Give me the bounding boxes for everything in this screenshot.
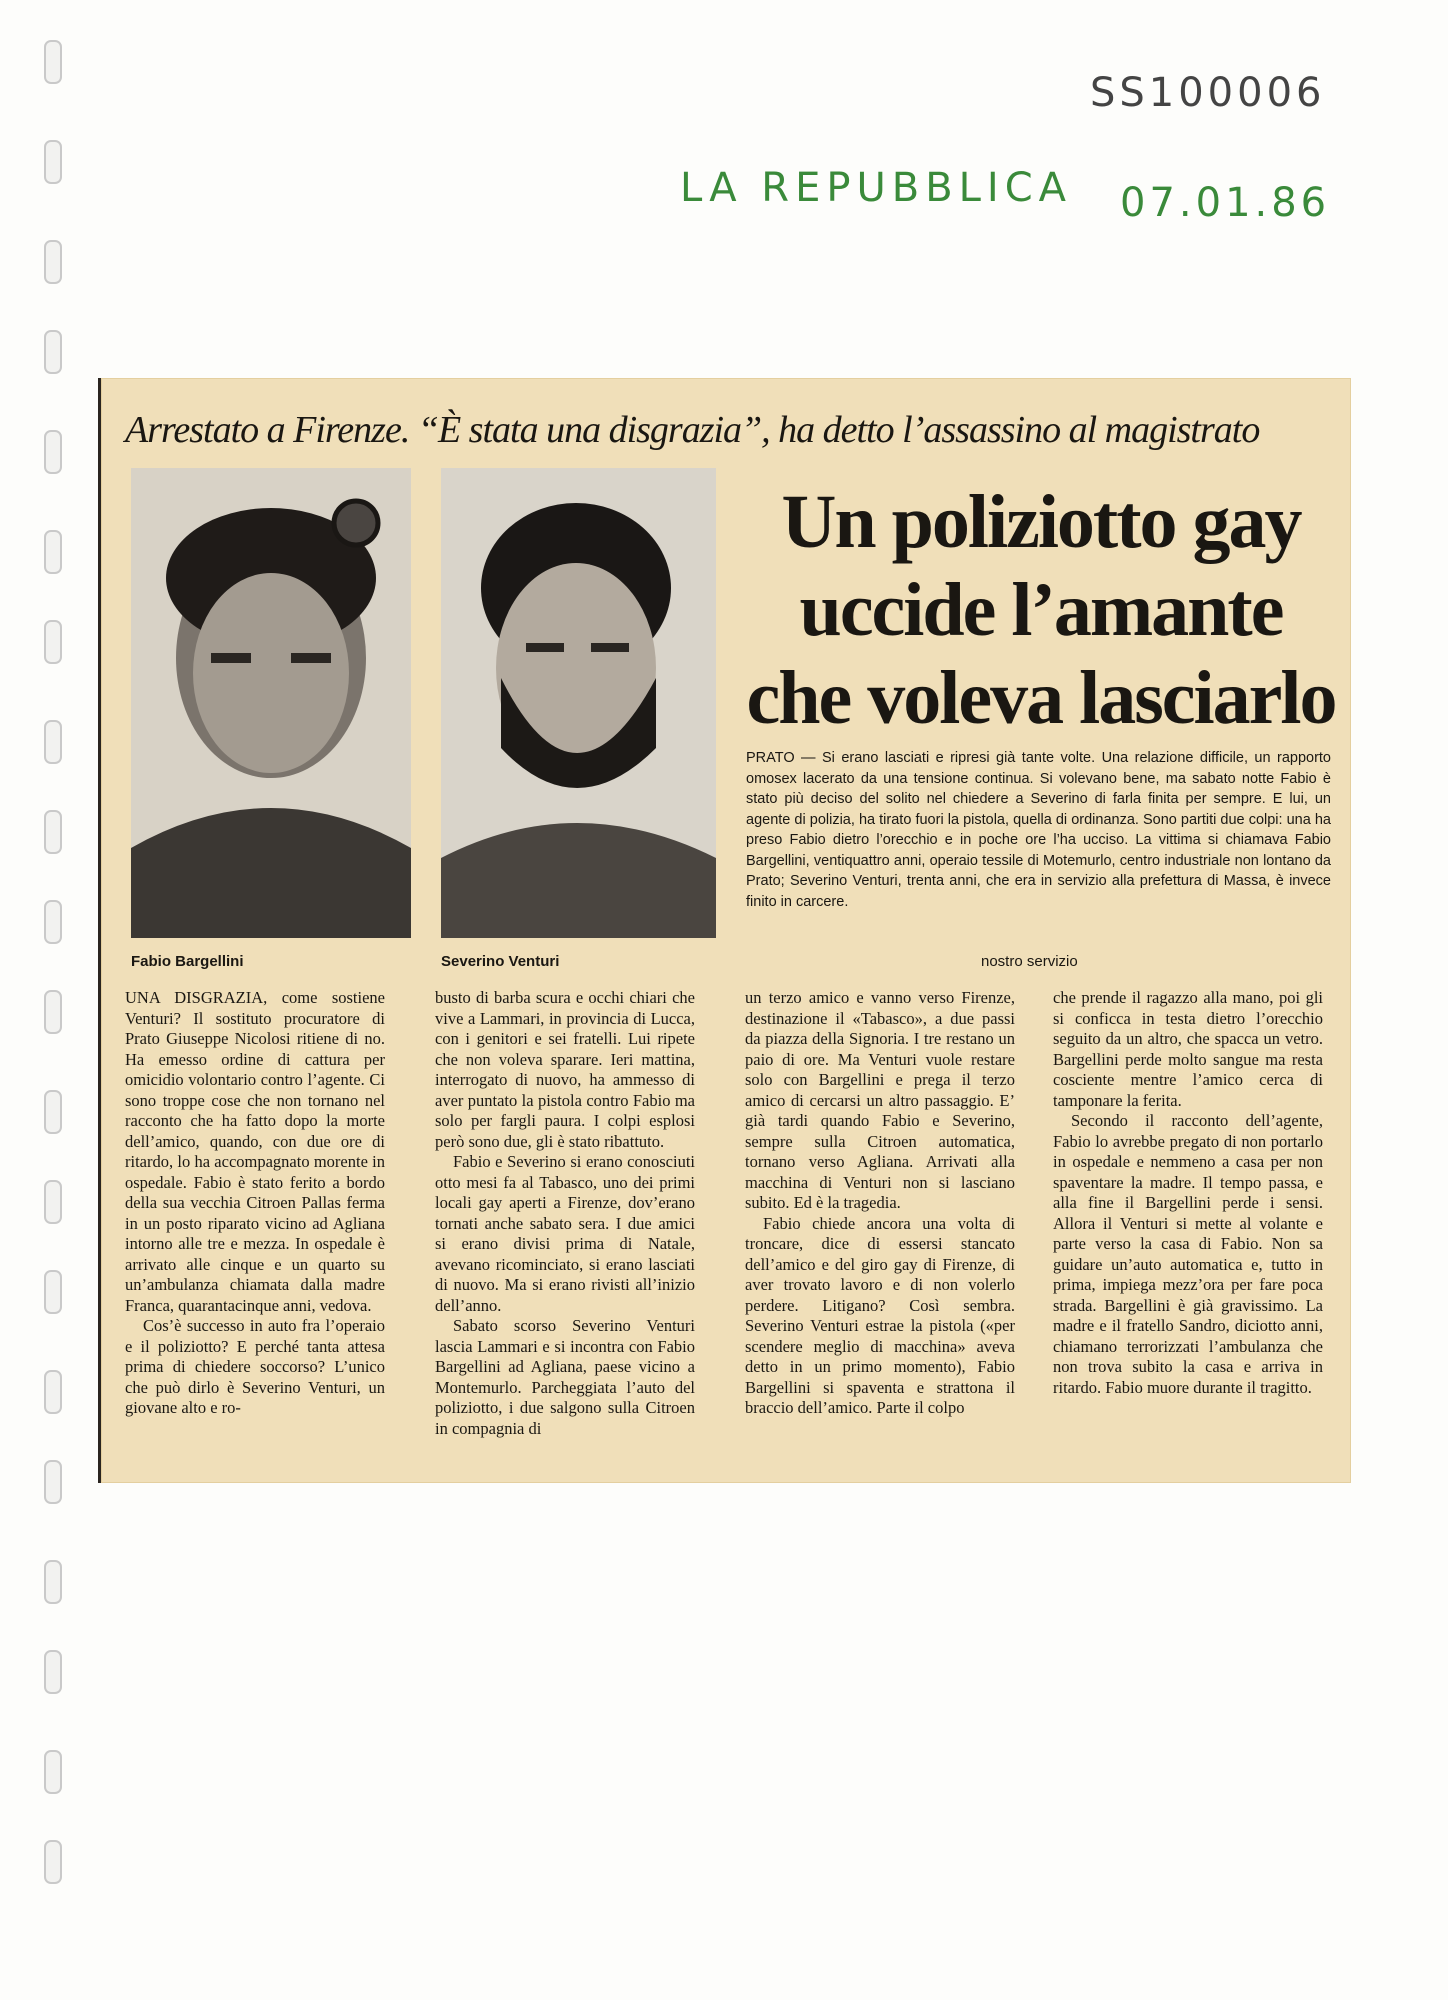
binder-hole xyxy=(44,1840,62,1884)
binder-hole xyxy=(44,1270,62,1314)
binder-hole xyxy=(44,990,62,1034)
paragraph: che prende il ragazzo alla mano, poi gli si conficca in testa dietro l’orecchio seguito da un altro, che spacca un vetro. Bargellini perde molto sangue ma resta cosciente mentre l’amico cerca di tamponare la ferita. xyxy=(1053,988,1323,1110)
binder-hole xyxy=(44,1650,62,1694)
article-column xyxy=(1053,988,1323,1398)
binder-hole xyxy=(44,1560,62,1604)
binder-hole xyxy=(44,620,62,664)
binder-hole xyxy=(44,1090,62,1134)
paragraph: Fabio e Severino si erano conosciuti otto mesi fa al Tabasco, uno dei primi locali gay aperti a Firenze, dov’erano tornati anche sabato sera. I due amici si erano divisi prima di Natale, avevano ricominciato, si erano lasciati di nuovo. Ma si erano rivisti all’inizio dell’anno. xyxy=(435,1152,695,1315)
newspaper-clipping xyxy=(98,378,1351,1483)
article-column xyxy=(745,988,1015,1419)
paragraph: UNA DISGRAZIA, come sostiene Venturi? Il sostituto procuratore di Prato Giuseppe Nicolosi ritiene di no. Ha emesso ordine di cattura per omicidio volontario contro l’agente. Ci sono troppe cose che non tornano nel racconto che ha fatto dopo la morte dell’amico, quando, con due ore di ritardo, lo ha accompagnato morente in ospedale. Fabio è stato ferito a bordo della sua vecchia Citroen Pallas ferma in un posto riparato vicino ad Agliana intorno alle tre e mezza. In ospedale è arrivato alle cinque e un quarto su un’ambulanza chiamata dalla madre Franca, quarantacinque anni, vedova. xyxy=(125,988,385,1315)
binder-hole xyxy=(44,1750,62,1794)
byline: nostro servizio xyxy=(981,953,1078,970)
paragraph: Cos’è successo in auto fra l’operaio e il poliziotto? E perché tanta attesa prima di chiedere soccorso? L’unico che può dirlo è Severino Venturi, un giovane alto e ro- xyxy=(125,1316,385,1417)
photo-severino-venturi xyxy=(441,468,716,938)
binder-hole xyxy=(44,1180,62,1224)
source-annotation: LA REPUBBLICA xyxy=(680,165,1073,211)
binder-hole xyxy=(44,40,62,84)
paragraph: Fabio chiede ancora una volta di troncare, dice di essersi stancato dell’amico e del giro gay di Firenze, di aver trovato lavoro e di non volerlo perdere. Litigano? Così sembra. Severino Venturi estrae la pistola («per scendere meglio di macchina» aveva detto in un primo momento), Fabio Bargellini si spaventa e strattona il braccio dell’amico. Parte il colpo xyxy=(745,1213,1015,1417)
binder-hole xyxy=(44,1370,62,1414)
binder-hole xyxy=(44,330,62,374)
binder-hole xyxy=(44,720,62,764)
binder-hole xyxy=(44,900,62,944)
photo-caption: Severino Venturi xyxy=(441,953,560,970)
paragraph: busto di barba scura e occhi chiari che vive a Lammari, in provincia di Lucca, con i genitori e sei fratelli. Lui ripete che non voleva sparare. Ieri mattina, interrogato di nuovo, ha ammesso di aver puntato la pistola contro Fabio ma solo per fargli paura. I colpi esplosi però sono due, gli è stato ribattuto. xyxy=(435,988,695,1151)
photo-fabio-bargellini xyxy=(131,468,411,938)
date-annotation: 07.01.86 xyxy=(1120,180,1331,226)
kicker: Arrestato a Firenze. “È stata una disgrazia”, ha detto l’assassino al magistrato xyxy=(125,409,1260,451)
binder-hole xyxy=(44,810,62,854)
binder-hole xyxy=(44,1460,62,1504)
article-column xyxy=(125,988,385,1419)
headline-line: uccide l’amante xyxy=(799,568,1283,652)
paragraph: Sabato scorso Severino Venturi lascia Lammari e si incontra con Fabio Bargellini ad Agliana, paese vicino a Montemurlo. Parcheggiata l’auto del poliziotto, i due salgono sulla Citroen in compagnia di xyxy=(435,1316,695,1438)
binder-hole xyxy=(44,140,62,184)
binder-hole xyxy=(44,530,62,574)
paragraph: un terzo amico e vanno verso Firenze, destinazione il «Tabasco», a due passi da piazza della Signoria. I tre restano un paio di ore. Ma Venturi vuole restare solo con Bargellini e prega il terzo amico di cercarsi un altro passaggio. E’ già tardi quando Fabio e Severino, sempre sulla Citroen automatica, tornano verso Agliana. Arrivati alla macchina di Venturi non si lasciano subito. Ed è la tragedia. xyxy=(745,988,1015,1212)
headline-line: Un poliziotto gay xyxy=(781,480,1301,564)
article-column xyxy=(435,988,695,1439)
archive-code: SS100006 xyxy=(1090,70,1326,116)
photo-caption: Fabio Bargellini xyxy=(131,953,244,970)
lede-paragraph: PRATO — Si erano lasciati e ripresi già tante volte. Una relazione difficile, un rapporto omosex lacerato da una tensione continua. Si volevano bene, ma sabato notte Fabio è stato più deciso del solito nel chiedere a Severino di farla finita per sempre. E lui, un agente di polizia, ha tirato fuori la pistola, quella di ordinanza. Sono partiti due colpi: una ha preso Fabio dietro l’orecchio e in poche ore l’ha ucciso. La vittima si chiamava Fabio Bargellini, ventiquattro anni, operaio tessile di Motemurlo, centro industriale non lontano da Prato; Severino Venturi, trenta anni, che era in servizio alla prefettura di Massa, è invece finito in carcere. xyxy=(746,750,1331,910)
binder-hole xyxy=(44,240,62,284)
binder-hole xyxy=(44,430,62,474)
headline xyxy=(741,478,1341,742)
paragraph: Secondo il racconto dell’agente, Fabio lo avrebbe pregato di non portarlo in ospedale e nemmeno a casa per non spaventare la madre. Il tempo passa, e alla fine il Bargellini perde i sensi. Allora il Venturi si mette al volante e parte verso la casa di Fabio. Non sa guidare un’auto automatica e, tutto in prima, impiega mezz’ora per fare poca strada. Bargellini è già gravissimo. La madre e il fratello Sandro, diciotto anni, chiamano terrorizzati l’ambulanza che non trova subito la casa e arriva in ritardo. Fabio muore durante il tragitto. xyxy=(1053,1111,1323,1397)
headline-line: che voleva lasciarlo xyxy=(746,656,1336,740)
